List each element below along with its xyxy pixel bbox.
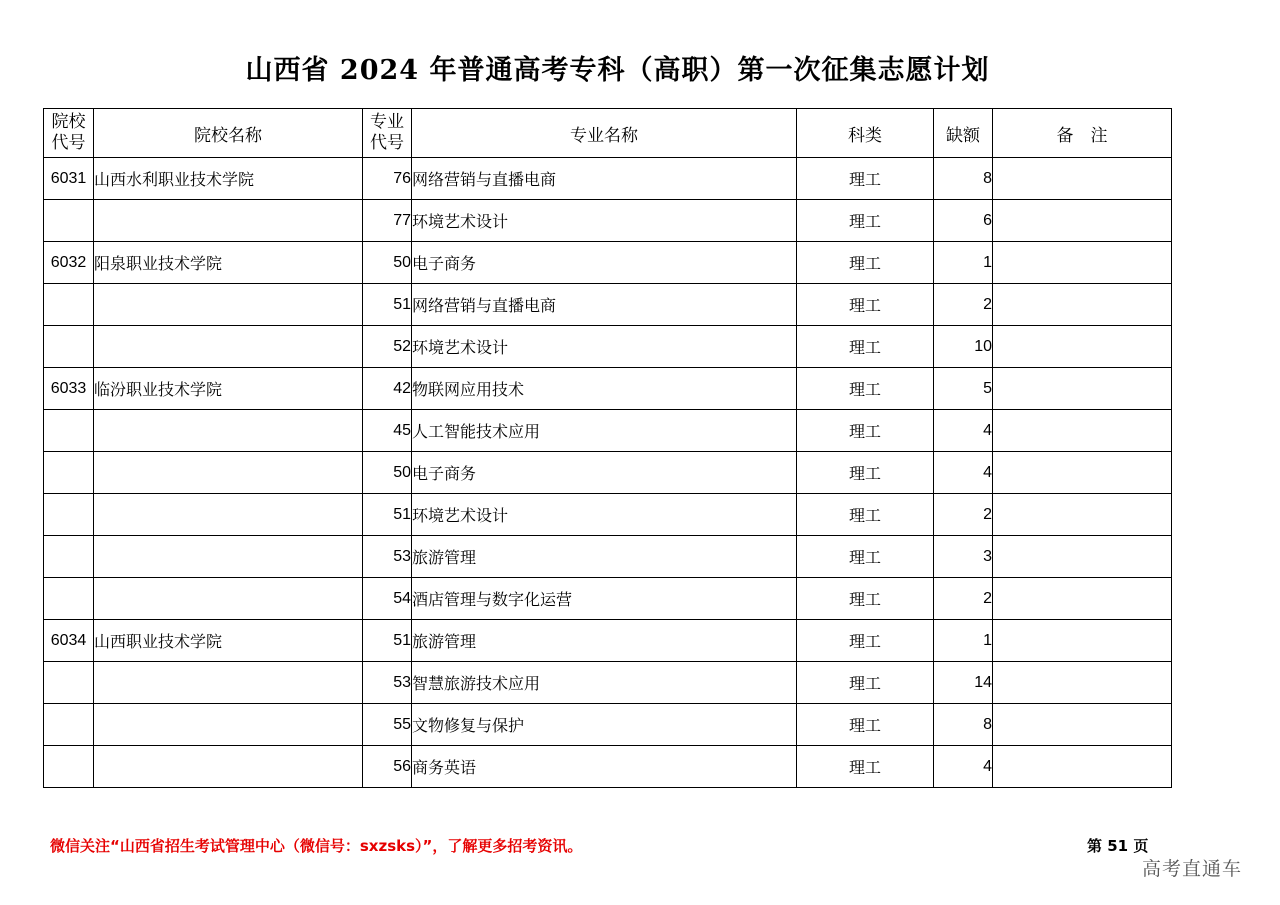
header-category: 科类 (797, 109, 934, 158)
cell-school-code (44, 200, 94, 242)
table-row (44, 284, 1172, 326)
cell-category: 理工 (797, 578, 934, 620)
cell-remarks (993, 620, 1172, 662)
cell-major-name: 网络营销与直播电商 (412, 284, 797, 326)
cell-school-code (44, 494, 94, 536)
cell-school-code (44, 410, 94, 452)
cell-shortage: 10 (934, 326, 993, 368)
cell-category: 理工 (797, 704, 934, 746)
cell-category: 理工 (797, 200, 934, 242)
table-row (44, 704, 1172, 746)
cell-major-name: 旅游管理 (412, 620, 797, 662)
cell-major-code: 51 (363, 284, 412, 326)
cell-school-code: 6032 (44, 242, 94, 284)
cell-school-name (94, 284, 363, 326)
cell-category: 理工 (797, 284, 934, 326)
table-header-row (44, 109, 1172, 158)
cell-category: 理工 (797, 410, 934, 452)
admission-plan-table (43, 108, 1172, 788)
cell-remarks (993, 536, 1172, 578)
cell-major-name: 电子商务 (412, 452, 797, 494)
table-row (44, 536, 1172, 578)
cell-major-name: 旅游管理 (412, 536, 797, 578)
cell-major-name: 电子商务 (412, 242, 797, 284)
cell-remarks (993, 326, 1172, 368)
cell-major-name: 环境艺术设计 (412, 200, 797, 242)
page-number: 第 51 页 (1087, 837, 1149, 855)
cell-school-name (94, 536, 363, 578)
table-row (44, 746, 1172, 788)
header-major-name: 专业名称 (412, 109, 797, 158)
table-row (44, 620, 1172, 662)
cell-major-name: 物联网应用技术 (412, 368, 797, 410)
cell-major-code: 77 (363, 200, 412, 242)
document-title: 山西省 2024 年普通高考专科（高职）第一次征集志愿计划 (245, 55, 990, 86)
cell-school-code (44, 704, 94, 746)
cell-remarks (993, 284, 1172, 326)
cell-remarks (993, 662, 1172, 704)
cell-remarks (993, 452, 1172, 494)
cell-shortage: 3 (934, 536, 993, 578)
cell-school-name (94, 200, 363, 242)
cell-school-name (94, 410, 363, 452)
cell-remarks (993, 410, 1172, 452)
cell-major-code: 50 (363, 452, 412, 494)
cell-remarks (993, 704, 1172, 746)
table-row (44, 158, 1172, 200)
watermark-text: 高考直通车 (1142, 858, 1243, 880)
cell-major-name: 文物修复与保护 (412, 704, 797, 746)
header-shortage: 缺额 (934, 109, 993, 158)
header-major-code-line2: 代号 (370, 133, 404, 153)
cell-shortage: 2 (934, 578, 993, 620)
cell-school-code: 6034 (44, 620, 94, 662)
table-row (44, 662, 1172, 704)
cell-major-name: 网络营销与直播电商 (412, 158, 797, 200)
cell-major-name: 智慧旅游技术应用 (412, 662, 797, 704)
cell-school-name (94, 662, 363, 704)
cell-shortage: 1 (934, 242, 993, 284)
cell-major-code: 53 (363, 536, 412, 578)
cell-category: 理工 (797, 158, 934, 200)
cell-category: 理工 (797, 746, 934, 788)
cell-major-code: 50 (363, 242, 412, 284)
cell-major-name: 人工智能技术应用 (412, 410, 797, 452)
table-row (44, 410, 1172, 452)
cell-remarks (993, 158, 1172, 200)
table-row (44, 452, 1172, 494)
cell-major-code: 51 (363, 494, 412, 536)
cell-school-code (44, 746, 94, 788)
cell-major-code: 51 (363, 620, 412, 662)
cell-school-code (44, 662, 94, 704)
cell-category: 理工 (797, 620, 934, 662)
cell-school-name: 山西水利职业技术学院 (94, 158, 363, 200)
cell-category: 理工 (797, 326, 934, 368)
cell-major-name: 环境艺术设计 (412, 494, 797, 536)
cell-school-code (44, 326, 94, 368)
cell-major-code: 45 (363, 410, 412, 452)
cell-school-code (44, 452, 94, 494)
cell-category: 理工 (797, 368, 934, 410)
cell-school-code: 6031 (44, 158, 94, 200)
table-row (44, 494, 1172, 536)
cell-school-name: 临汾职业技术学院 (94, 368, 363, 410)
cell-school-name (94, 578, 363, 620)
cell-school-code (44, 578, 94, 620)
cell-major-code: 56 (363, 746, 412, 788)
cell-school-name: 山西职业技术学院 (94, 620, 363, 662)
cell-remarks (993, 494, 1172, 536)
header-school-code-line1: 院校 (51, 112, 86, 132)
cell-shortage: 2 (934, 284, 993, 326)
cell-major-code: 42 (363, 368, 412, 410)
cell-school-code: 6033 (44, 368, 94, 410)
cell-major-code: 55 (363, 704, 412, 746)
cell-school-code (44, 536, 94, 578)
cell-remarks (993, 368, 1172, 410)
table-row (44, 200, 1172, 242)
cell-major-code: 53 (363, 662, 412, 704)
table-row (44, 326, 1172, 368)
cell-shortage: 8 (934, 704, 993, 746)
cell-shortage: 6 (934, 200, 993, 242)
cell-shortage: 4 (934, 452, 993, 494)
header-school-code (44, 109, 94, 158)
cell-major-code: 54 (363, 578, 412, 620)
cell-shortage: 5 (934, 368, 993, 410)
cell-school-name (94, 452, 363, 494)
cell-major-code: 76 (363, 158, 412, 200)
cell-shortage: 8 (934, 158, 993, 200)
cell-school-code (44, 284, 94, 326)
cell-school-name: 阳泉职业技术学院 (94, 242, 363, 284)
cell-category: 理工 (797, 536, 934, 578)
header-school-code-line2: 代号 (51, 133, 86, 153)
cell-remarks (993, 200, 1172, 242)
cell-shortage: 4 (934, 746, 993, 788)
cell-shortage: 1 (934, 620, 993, 662)
cell-category: 理工 (797, 494, 934, 536)
cell-school-name (94, 326, 363, 368)
cell-shortage: 2 (934, 494, 993, 536)
table-row (44, 578, 1172, 620)
cell-major-name: 商务英语 (412, 746, 797, 788)
cell-major-name: 环境艺术设计 (412, 326, 797, 368)
cell-remarks (993, 242, 1172, 284)
cell-major-code: 52 (363, 326, 412, 368)
wechat-follow-note: 微信关注“山西省招生考试管理中心（微信号：sxzsks）”，了解更多招考资讯。 (50, 837, 583, 855)
cell-category: 理工 (797, 662, 934, 704)
table-row (44, 368, 1172, 410)
header-remarks: 备 注 (993, 109, 1172, 158)
cell-remarks (993, 746, 1172, 788)
cell-category: 理工 (797, 452, 934, 494)
cell-shortage: 4 (934, 410, 993, 452)
cell-school-name (94, 704, 363, 746)
cell-shortage: 14 (934, 662, 993, 704)
cell-major-name: 酒店管理与数字化运营 (412, 578, 797, 620)
cell-school-name (94, 746, 363, 788)
cell-school-name (94, 494, 363, 536)
header-major-code (363, 109, 412, 158)
table-row (44, 242, 1172, 284)
header-major-code-line1: 专业 (370, 112, 404, 132)
cell-category: 理工 (797, 242, 934, 284)
cell-remarks (993, 578, 1172, 620)
header-school-name: 院校名称 (94, 109, 363, 158)
